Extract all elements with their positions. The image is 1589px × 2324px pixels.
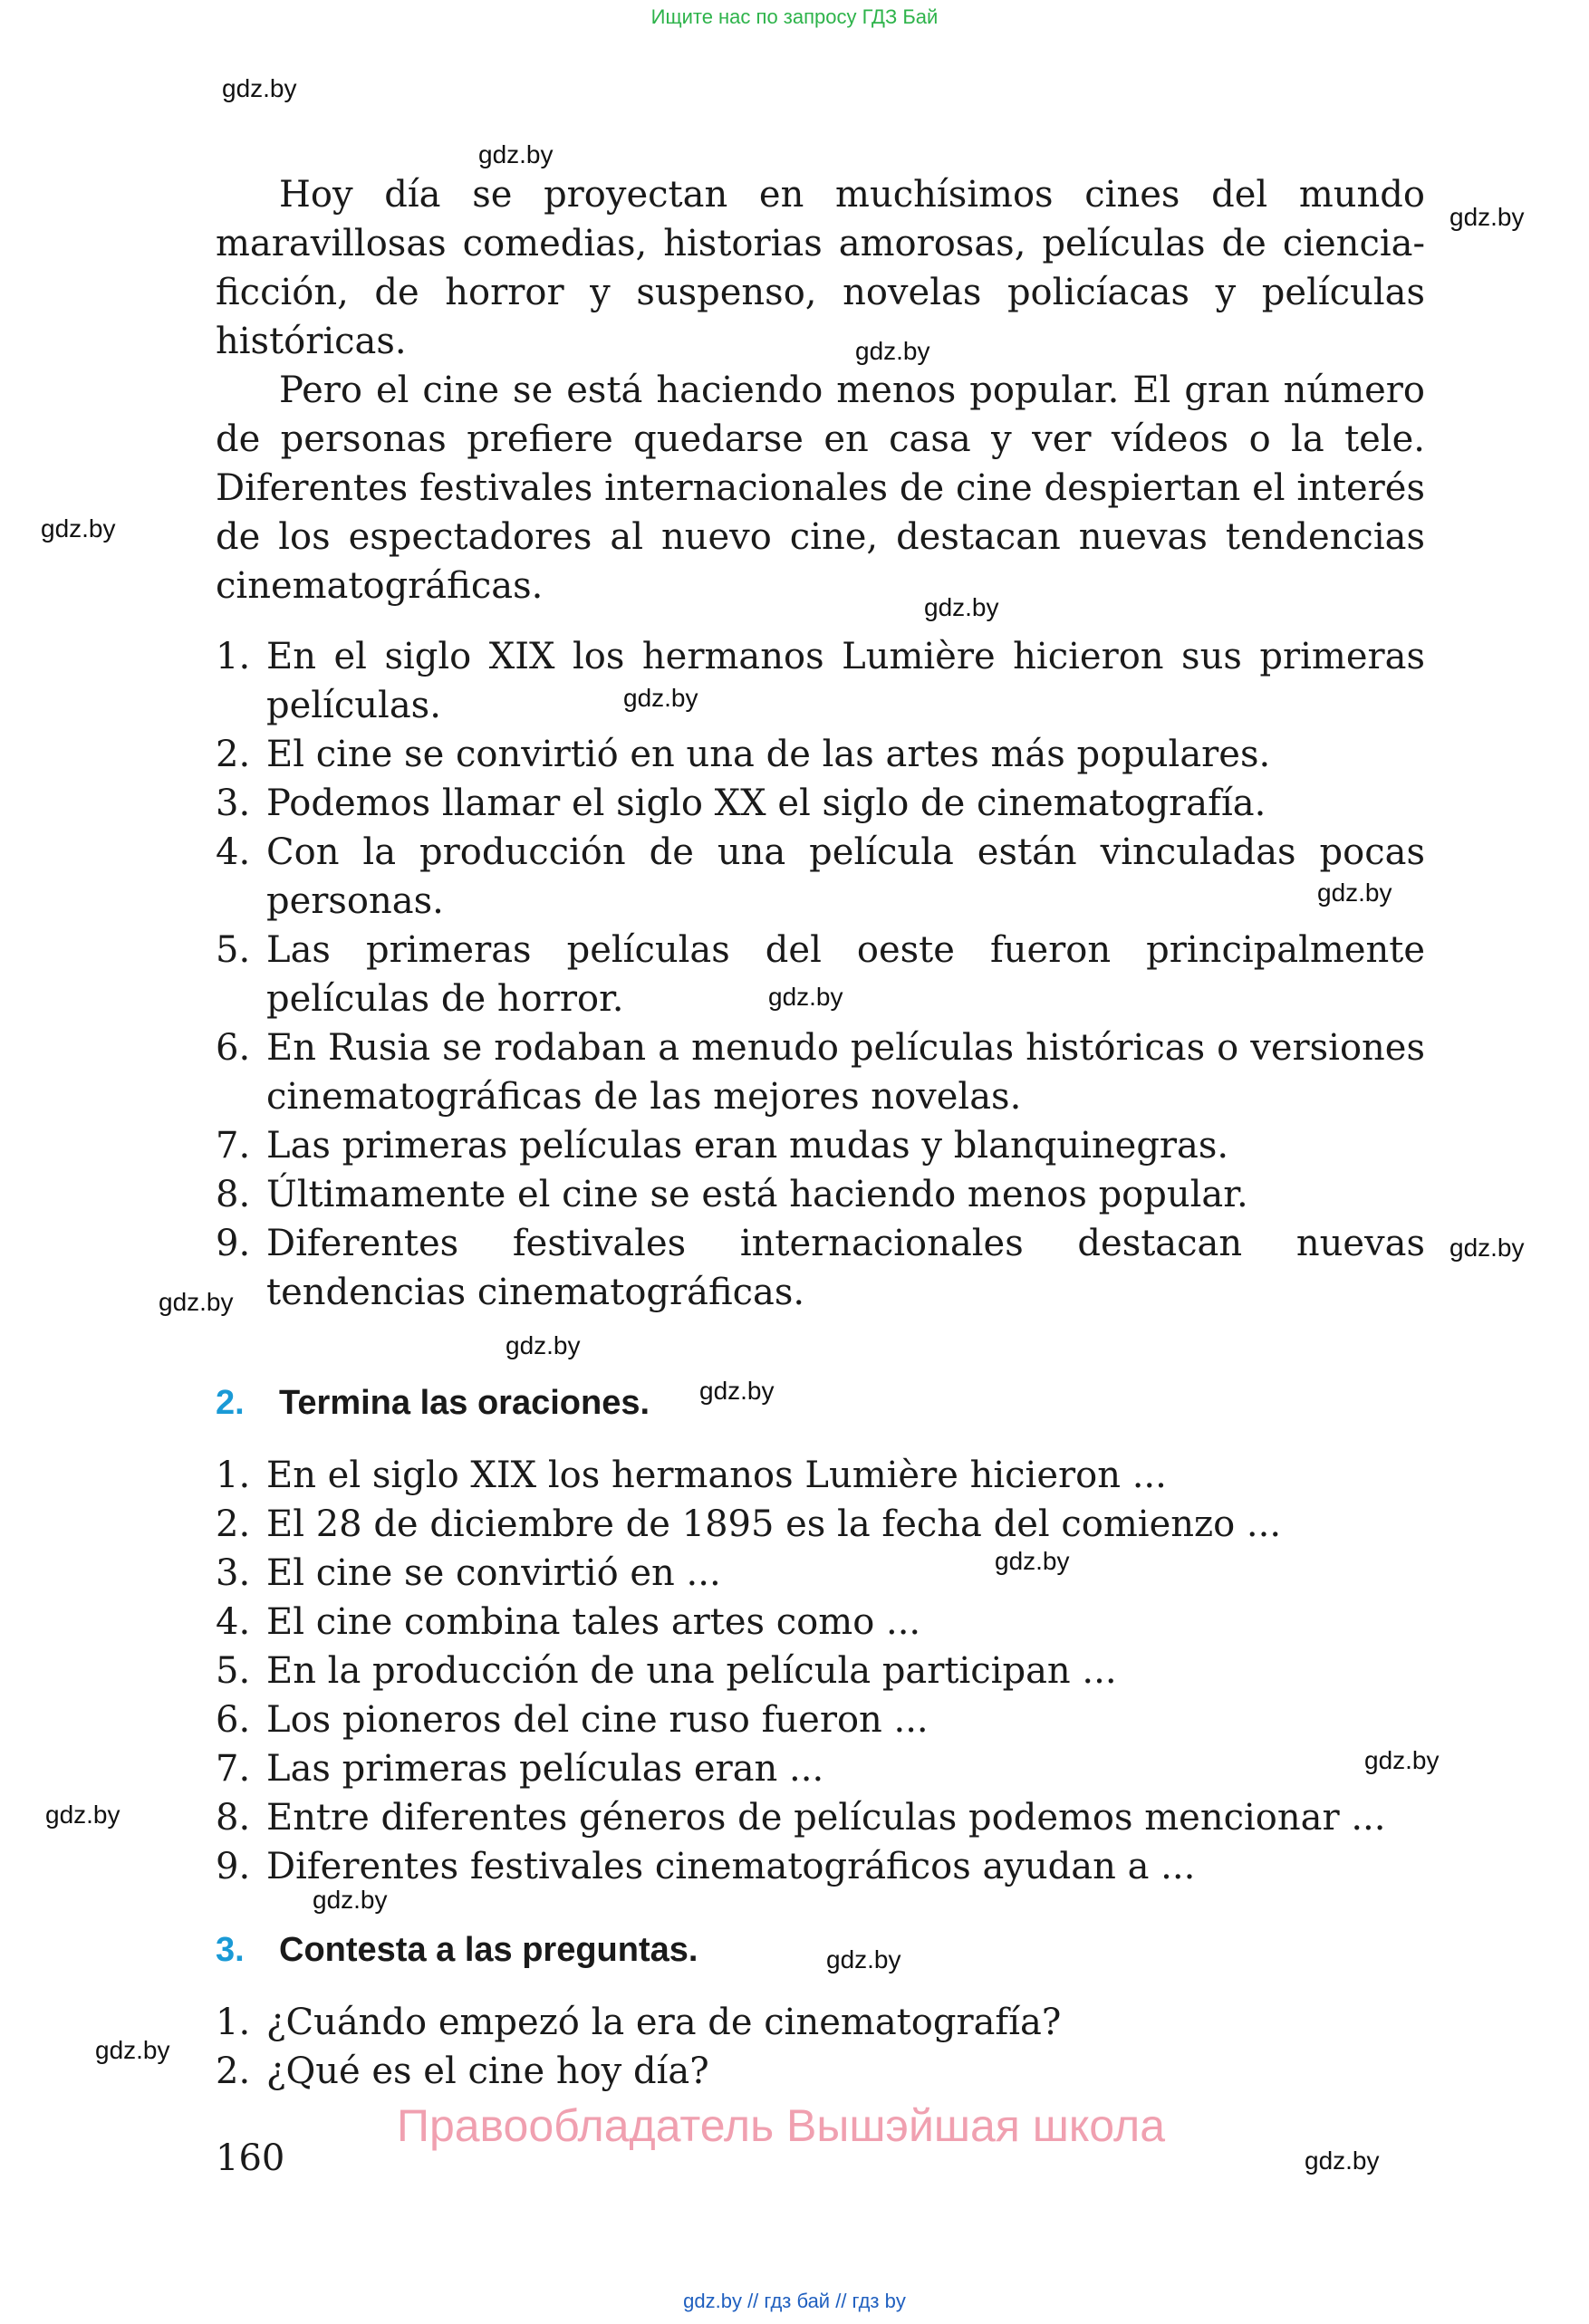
list-item: [216, 1170, 1425, 1219]
item-text: Últimamente el cine se está haciendo menos popular.: [266, 1174, 1248, 1215]
item-text: El 28 de diciembre de 1895 es la fecha del comienzo ...: [266, 1503, 1282, 1545]
item-number: 2.: [216, 1503, 251, 1545]
page-content: [216, 170, 1425, 2096]
list-item: [216, 1647, 1425, 1695]
list-item: [216, 1695, 1425, 1744]
item-text: Las primeras películas del oeste fueron principalmente películas de horror.: [266, 929, 1425, 1020]
item-text: En la producción de una película participan ...: [266, 1650, 1117, 1692]
watermark: gdz.by: [1449, 1234, 1525, 1262]
task-2-heading: [216, 1380, 1425, 1426]
list-item: [216, 1793, 1425, 1842]
footer-links[interactable]: gdz.by // гдз бай // гдз by: [683, 2290, 906, 2312]
item-number: 9.: [216, 1223, 251, 1264]
watermark: gdz.by: [506, 1331, 581, 1359]
item-text: Entre diferentes géneros de películas podemos mencionar ...: [266, 1797, 1386, 1839]
item-number: 8.: [216, 1797, 251, 1839]
paragraph: Pero el cine se está haciendo menos popular. El gran número de personas prefiere quedarse en casa y ver vídeos o la tele. Diferentes festivales internacionales de cine despiertan el interés de los espectadores al nuevo cine, destacan nuevas tendencias cinematográficas.: [216, 370, 1425, 607]
item-text: En el siglo XIX los hermanos Lumière hicieron ...: [266, 1455, 1167, 1496]
watermark: gdz.by: [159, 1288, 234, 1316]
item-number: 7.: [216, 1748, 251, 1790]
list-item: [216, 632, 1425, 730]
list-item: [216, 1219, 1425, 1317]
list-item: [216, 779, 1425, 828]
list-item: [216, 926, 1425, 1023]
item-number: 4.: [216, 1601, 251, 1643]
list-item: [216, 1998, 1425, 2047]
list-item: [216, 1500, 1425, 1549]
item-number: 1.: [216, 2002, 251, 2043]
watermark: gdz.by: [623, 684, 698, 712]
list-item: [216, 1451, 1425, 1500]
item-number: 2.: [216, 734, 251, 775]
watermark: gdz.by: [313, 1886, 388, 1914]
watermark: gdz.by: [1305, 2146, 1380, 2175]
list-item: [216, 1549, 1425, 1598]
paragraph: Hoy día se proyectan en muchísimos cines del mundo maravillosas comedias, historias amorosas, películas de ciencia-ficción, de horror y suspenso, novelas policíacas y películas históricas.: [216, 174, 1425, 362]
item-text: Podemos llamar el siglo XX el siglo de cinematografía.: [266, 783, 1266, 824]
task-number: 2.: [216, 1384, 245, 1422]
item-number: 3.: [216, 1552, 251, 1594]
watermark: gdz.by: [995, 1547, 1070, 1575]
item-text: Diferentes festivales internacionales destacan nuevas tendencias cinematográficas.: [266, 1223, 1425, 1313]
item-text: Las primeras películas eran mudas y blanquinegras.: [266, 1125, 1229, 1167]
list-item: [216, 1023, 1425, 1121]
watermark: gdz.by: [41, 514, 116, 543]
item-number: 1.: [216, 1455, 251, 1496]
item-text: El cine se convirtió en ...: [266, 1552, 721, 1594]
item-text: El cine se convirtió en una de las artes más populares.: [266, 734, 1271, 775]
item-number: 9.: [216, 1846, 251, 1887]
list-item: [216, 828, 1425, 926]
item-number: 8.: [216, 1174, 251, 1215]
item-text: En el siglo XIX los hermanos Lumière hicieron sus primeras películas.: [266, 636, 1425, 726]
task-title: Contesta a las preguntas.: [279, 1931, 698, 1969]
page-number: 160: [216, 2137, 285, 2179]
item-text: Con la producción de una película están vinculadas pocas personas.: [266, 831, 1425, 922]
item-number: 5.: [216, 1650, 251, 1692]
task-2-list: [216, 1451, 1425, 1891]
list-item: [216, 730, 1425, 779]
item-text: Los pioneros del cine ruso fueron ...: [266, 1699, 929, 1741]
list-item: [216, 2047, 1425, 2096]
top-banner: Ищите нас по запросу ГДЗ Бай: [650, 5, 939, 28]
item-text: ¿Cuándo empezó la era de cinematografía?: [266, 2002, 1062, 2043]
watermark: gdz.by: [826, 1945, 901, 1973]
task-3-heading: [216, 1927, 1425, 1973]
watermark: gdz.by: [768, 983, 843, 1011]
item-number: 6.: [216, 1699, 251, 1741]
watermark: gdz.by: [1364, 1746, 1440, 1774]
item-number: 2.: [216, 2050, 251, 2092]
item-text: En Rusia se rodaban a menudo películas históricas o versiones cinematográficas de las mejores novelas.: [266, 1027, 1425, 1118]
copyright-notice: Правообладатель Вышэйшая школа: [397, 2100, 1165, 2151]
watermark: gdz.by: [478, 140, 554, 168]
watermark: gdz.by: [45, 1801, 120, 1829]
item-text: Las primeras películas eran ...: [266, 1748, 824, 1790]
watermark: gdz.by: [699, 1377, 775, 1405]
watermark: gdz.by: [924, 593, 999, 621]
list-item: [216, 1121, 1425, 1170]
watermark: gdz.by: [95, 2036, 170, 2064]
task-title: Termina las oraciones.: [279, 1384, 650, 1422]
item-number: 6.: [216, 1027, 251, 1069]
watermark: gdz.by: [855, 337, 930, 365]
item-text: Diferentes festivales cinematográficos ayudan a ...: [266, 1846, 1196, 1887]
watermark: gdz.by: [1317, 879, 1392, 907]
item-number: 1.: [216, 636, 251, 677]
list-item: [216, 1842, 1425, 1891]
list-item: [216, 1744, 1425, 1793]
item-number: 5.: [216, 929, 251, 971]
watermark: gdz.by: [222, 74, 297, 102]
item-number: 3.: [216, 783, 251, 824]
item-text: ¿Qué es el cine hoy día?: [266, 2050, 709, 2092]
item-text: El cine combina tales artes como ...: [266, 1601, 921, 1643]
list-item: [216, 1598, 1425, 1647]
item-number: 7.: [216, 1125, 251, 1167]
statement-list: [216, 632, 1425, 1317]
task-number: 3.: [216, 1931, 245, 1969]
item-number: 4.: [216, 831, 251, 873]
watermark: gdz.by: [1449, 203, 1525, 231]
task-3-list: [216, 1998, 1425, 2096]
